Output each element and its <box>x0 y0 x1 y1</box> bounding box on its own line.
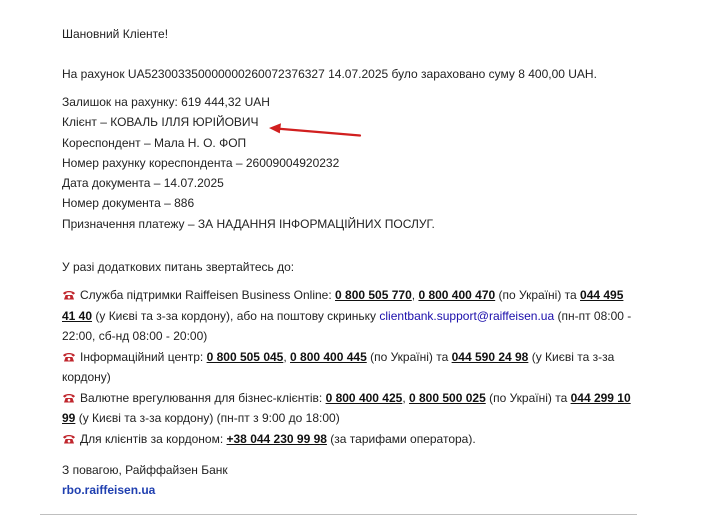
closing-text: З повагою, Райффайзен Банк <box>62 463 228 478</box>
phone-icon <box>62 289 76 300</box>
phone-icon <box>62 351 76 362</box>
tx-middle: було зараховано суму <box>388 67 519 81</box>
detail-client: Клієнт – КОВАЛЬ ІЛЛЯ ЮРІЙОВИЧ <box>62 115 259 130</box>
tx-account: UA523003350000000260072376327 <box>127 67 325 81</box>
info-ua-note: (по Україні) та <box>366 349 452 364</box>
fx-phone-2[interactable]: 0 800 500 025 <box>409 390 486 405</box>
abroad-label: Для клієнтів за кордоном: <box>80 431 227 446</box>
support-ua-note: (по Україні) та <box>495 288 581 303</box>
support-kyiv-note: (у Києві та з-за кордону), або на поштову скриньку <box>92 308 380 323</box>
tx-amount: 8 400,00 UAH. <box>518 67 597 81</box>
fx-ua-note: (по Україні) та <box>485 390 571 405</box>
info-phone-3[interactable]: 044 590 24 98 <box>451 349 529 364</box>
fx-phone-1[interactable]: 0 800 400 425 <box>325 390 403 405</box>
info-phone-1[interactable]: 0 800 505 045 <box>206 349 284 364</box>
red-arrow-annotation <box>268 122 364 140</box>
info-label: Інформаційний центр: <box>80 349 207 364</box>
closing-block <box>62 460 632 500</box>
fx-label: Валютне врегулювання для бізнес-клієнтів: <box>80 390 326 405</box>
separator: , <box>402 390 409 405</box>
abroad-phone[interactable]: +38 044 230 99 98 <box>226 431 327 446</box>
detail-document-date: Дата документа – 14.07.2025 <box>62 176 224 191</box>
detail-correspondent: Кореспондент – Мала Н. О. ФОП <box>62 135 247 150</box>
transaction-line <box>62 64 632 84</box>
contact-abroad <box>62 429 632 450</box>
arrow-head <box>269 123 281 133</box>
detail-correspondent-account: Номер рахунку кореспондента – 26009004920232 <box>62 155 340 170</box>
support-phone-1[interactable]: 0 800 505 770 <box>335 288 412 303</box>
info-phone-2[interactable]: 0 800 400 445 <box>290 349 367 364</box>
info-kyiv-note: (у Києві та з-за кордону) <box>62 349 615 385</box>
phone-icon <box>62 433 76 444</box>
questions-intro: У разі додаткових питань звертайтесь до: <box>62 260 295 275</box>
greeting: Шановний Кліенте! <box>62 27 169 41</box>
tx-prefix: На рахунок <box>62 67 128 81</box>
support-phone-3[interactable]: 044 495 41 40 <box>62 288 624 323</box>
abroad-note: (за тарифами оператора). <box>326 431 476 446</box>
support-label: Служба підтримки Raiffeisen Business Online: <box>80 288 336 303</box>
fx-phone-3[interactable]: 044 299 10 99 <box>62 390 631 426</box>
support-hours: (пн-пт 08:00 - 22:00, сб-нд 08:00 - 20:00) <box>62 308 632 344</box>
footer-divider <box>40 514 637 515</box>
phone-icon <box>62 392 76 403</box>
separator: , <box>411 288 419 303</box>
bank-site-link[interactable]: rbo.raiffeisen.ua <box>62 483 156 498</box>
arrow-shaft <box>276 129 360 136</box>
separator: , <box>283 349 291 364</box>
contact-info-center <box>62 347 632 388</box>
support-email-link[interactable]: clientbank.support@raiffeisen.ua <box>379 308 555 323</box>
contact-support <box>62 285 632 347</box>
support-phone-2[interactable]: 0 800 400 470 <box>418 288 496 303</box>
email-body <box>62 24 632 500</box>
tx-date: 14.07.2025 <box>328 67 389 81</box>
detail-balance: Залишок на рахунку: 619 444,32 UAH <box>62 95 270 109</box>
detail-payment-purpose: Призначення платежу – ЗА НАДАННЯ ІНФОРМАЦІЙНИХ ПОСЛУГ. <box>62 216 435 231</box>
contact-fx <box>62 388 632 429</box>
transaction-details <box>62 92 632 234</box>
fx-kyiv-note: (у Києві та з-за кордону) (пн-пт з 9:00 до 18:00) <box>75 411 340 426</box>
detail-document-number: Номер документа – 886 <box>62 196 195 211</box>
